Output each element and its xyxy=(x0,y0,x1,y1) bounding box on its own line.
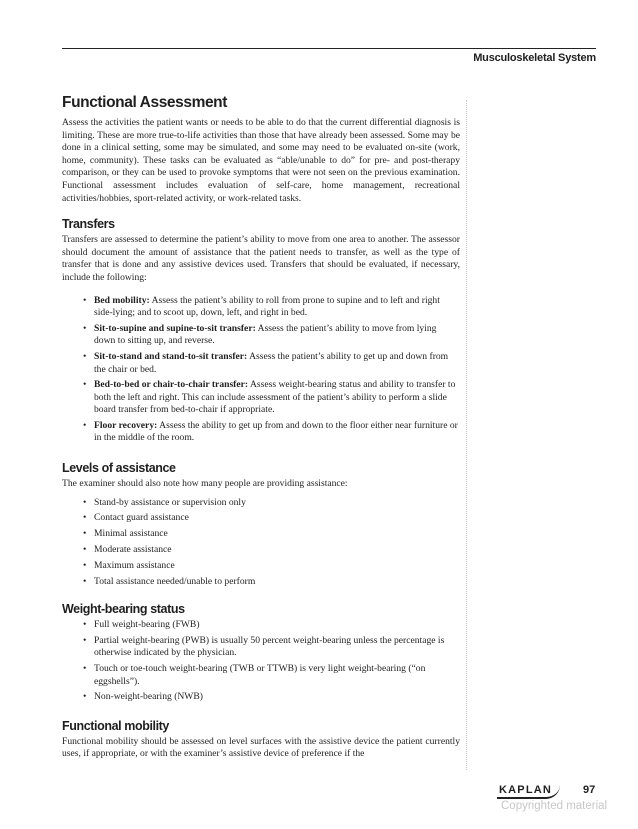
list-item: • Minimal assistance xyxy=(94,528,460,541)
list-item: • Full weight-bearing (FWB) xyxy=(94,619,460,632)
list-item: • Stand-by assistance or supervision only xyxy=(94,497,460,510)
paragraph-functional-assessment: Assess the activities the patient wants or needs to be able to do that the current differential diagnosis is limiting. These are more true-to-life activities than those that have already been assessed. Some may be done in a clinical setting, some may be simulated, and some may need to be evaluated on-site (work, home, community). These tasks can be evaluated as “able/unable to do” for pre- and post-therapy comparison, or they can be used to provoke symptoms that were not seen on the previous examination. Functional assessment includes evaluation of self-care, home management, recreational activities/hobbies, sport-related activity, or work-related tasks. xyxy=(62,117,460,204)
paragraph-transfers: Transfers are assessed to determine the patient’s ability to move from one area to another. The assessor should document the amount of assistance that the patient needs to transfer, as well as the type of transfer that is done and any assistive devices used. Transfers that should be evaluated, if necessary, include the following: xyxy=(62,234,460,283)
section-weight-bearing-status xyxy=(62,602,460,704)
section-transfers xyxy=(62,217,460,445)
list-item-text: Assess the patient’s ability to get up and down from the chair or bed. xyxy=(94,350,449,375)
list-item-term: Floor recovery: xyxy=(94,419,158,431)
list-item xyxy=(94,351,460,376)
page-number: 97 xyxy=(583,784,596,796)
heading-weight-bearing-status: Weight-bearing status xyxy=(62,602,185,617)
copyright-watermark: Copyrighted material xyxy=(501,800,608,812)
list-item-term: Bed mobility: xyxy=(94,294,150,306)
heading-functional-mobility: Functional mobility xyxy=(62,718,169,733)
heading-levels-of-assistance: Levels of assistance xyxy=(62,461,176,476)
list-item: • Contact guard assistance xyxy=(94,512,460,525)
section-functional-assessment xyxy=(62,94,460,205)
margin-dotted-rule xyxy=(466,100,467,770)
heading-transfers: Transfers xyxy=(62,217,115,232)
list-item: • Moderate assistance xyxy=(94,544,460,557)
list-item xyxy=(94,420,460,445)
list-item: • Total assistance needed/unable to perform xyxy=(94,576,460,589)
list-item-term: Bed-to-bed or chair-to-chair transfer: xyxy=(94,379,249,391)
list-item xyxy=(94,379,460,417)
list-item: • Partial weight-bearing (PWB) is usually 50 percent weight-bearing unless the percentage is otherwise indicated by the physician. xyxy=(94,635,460,660)
header-rule xyxy=(62,48,596,49)
list-item xyxy=(94,295,460,320)
list-item: • Touch or toe-touch weight-bearing (TWB or TTWB) is very light weight-bearing (“on eggshells”). xyxy=(94,663,460,688)
list-item: • Non-weight-bearing (NWB) xyxy=(94,691,460,704)
page-content xyxy=(62,94,460,761)
running-head: Musculoskeletal System xyxy=(473,52,596,64)
paragraph-functional-mobility: Functional mobility should be assessed on level surfaces with the assistive device the patient currently uses, if appropriate, or with the examiner’s assistive device of preference if the xyxy=(62,735,460,760)
list-item xyxy=(94,323,460,348)
weight-bearing-list xyxy=(94,619,460,704)
list-item-term: Sit-to-supine and supine-to-sit transfer: xyxy=(94,322,256,334)
list-item-text: Assess weight-bearing status and ability to transfer to both the left and right. This can include assessment of the patient’s ability to perform a slide board transfer from bed-to-chair if appropriate. xyxy=(94,379,456,416)
section-functional-mobility xyxy=(62,719,460,761)
list-item-text: Assess the ability to get up from and down to the floor either near furniture or in the middle of the room. xyxy=(94,419,458,444)
kaplan-logo: KAPLAN xyxy=(497,784,560,799)
levels-list xyxy=(94,497,460,589)
transfers-list xyxy=(94,295,460,446)
list-item-text: Assess the patient’s ability to move from lying down to sitting up, and reverse. xyxy=(94,322,437,347)
list-item-text: Assess the patient’s ability to roll from prone to supine and to left and right side-lying; and to scoot up, down, left, and right in bed. xyxy=(94,294,440,319)
list-item: • Maximum assistance xyxy=(94,560,460,573)
heading-functional-assessment: Functional Assessment xyxy=(62,94,228,111)
list-item-term: Sit-to-stand and stand-to-sit transfer: xyxy=(94,350,248,362)
section-levels-of-assistance xyxy=(62,461,460,588)
paragraph-levels-of-assistance: The examiner should also note how many people are providing assistance: xyxy=(62,478,348,490)
